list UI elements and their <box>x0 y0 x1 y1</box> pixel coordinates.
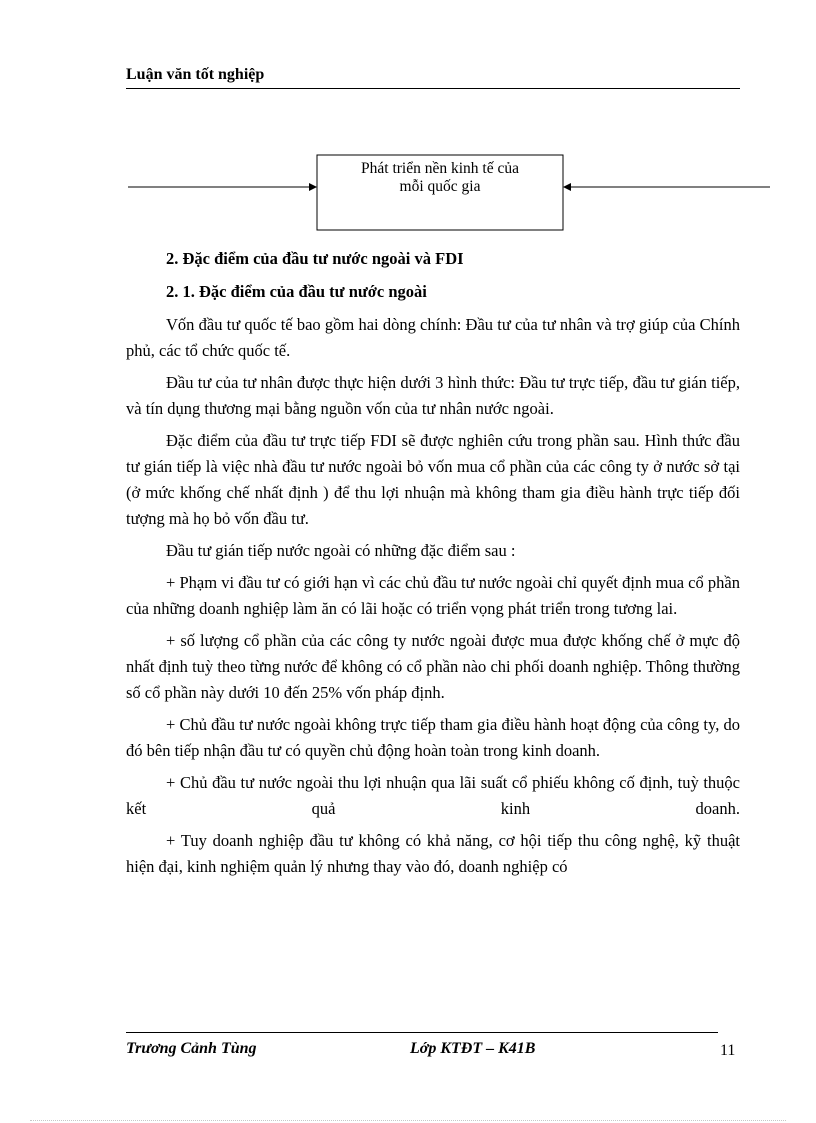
box-line-2: mỗi quốc gia <box>399 178 481 195</box>
paragraph: Đầu tư của tư nhân được thực hiện dưới 3 hình thức: Đầu tư trực tiếp, đầu tư gián tiếp, và tín dụng thương mại bằng nguồn vốn của tư nhân nước ngoài. <box>126 373 740 418</box>
diagram-box-label <box>317 160 563 196</box>
bullet-paragraph: + Tuy doanh nghiệp đầu tư không có khả năng, cơ hội tiếp thu công nghệ, kỹ thuật hiện đại, kinh nghiệm quản lý nhưng thay vào đó, doanh nghiệp có <box>126 831 740 876</box>
document-body <box>126 246 740 886</box>
bullet-paragraph: + số lượng cổ phần của các công ty nước ngoài được mua được khống chế ở mực độ nhất định tuỳ theo từng nước để không có cổ phần nào chi phối doanh nghiệp. Thông thường số cổ phần này dưới 10 đến 25% vốn pháp định. <box>126 631 740 702</box>
page-bottom-border <box>30 1120 786 1121</box>
bullet-paragraph: + Chủ đầu tư nước ngoài không trực tiếp tham gia điều hành hoạt động của công ty, do đó bên tiếp nhận đầu tư có quyền chủ động hoàn toàn trong kinh doanh. <box>126 715 740 760</box>
paragraph: Đặc điểm của đầu tư trực tiếp FDI sẽ được nghiên cứu trong phần sau. Hình thức đầu tư gián tiếp là việc nhà đầu tư nước ngoài bỏ vốn mua cổ phần của các công ty ở nước sở tại (ở mức khống chế nhất định ) để thu lợi nhuận mà không tham gia điều hành trực tiếp đối tượng mà họ bỏ vốn đầu tư. <box>126 431 740 528</box>
header-rule <box>126 88 740 89</box>
bullet-paragraph: + Phạm vi đầu tư có giới hạn vì các chủ đầu tư nước ngoài chỉ quyết định mua cổ phần của những doanh nghiệp làm ăn có lãi hoặc có triển vọng phát triển trong tương lai. <box>126 573 740 618</box>
paragraph: Vốn đầu tư quốc tế bao gồm hai dòng chính: Đầu tư của tư nhân và trợ giúp của Chính phủ, các tổ chức quốc tế. <box>126 315 740 360</box>
subsection-heading: 2. 1. Đặc điểm của đầu tư nước ngoài <box>166 282 427 301</box>
box-line-1: Phát triển nền kinh tế của <box>361 160 519 177</box>
footer-author: Trương Cảnh Tùng <box>126 1040 257 1057</box>
page-header-title: Luận văn tốt nghiệp <box>126 66 265 83</box>
page-number: 11 <box>720 1042 736 1059</box>
bullet-paragraph: + Chủ đầu tư nước ngoài thu lợi nhuận qua lãi suất cổ phiếu không cố định, tuỳ thuộc kết quả kinh doanh. <box>126 773 740 818</box>
footer-rule <box>126 1032 718 1033</box>
paragraph: Đầu tư gián tiếp nước ngoài có những đặc điểm sau : <box>166 541 516 560</box>
section-heading: 2. Đặc điểm của đầu tư nước ngoài và FDI <box>166 249 464 268</box>
footer-class: Lớp KTĐT – K41B <box>410 1040 536 1057</box>
